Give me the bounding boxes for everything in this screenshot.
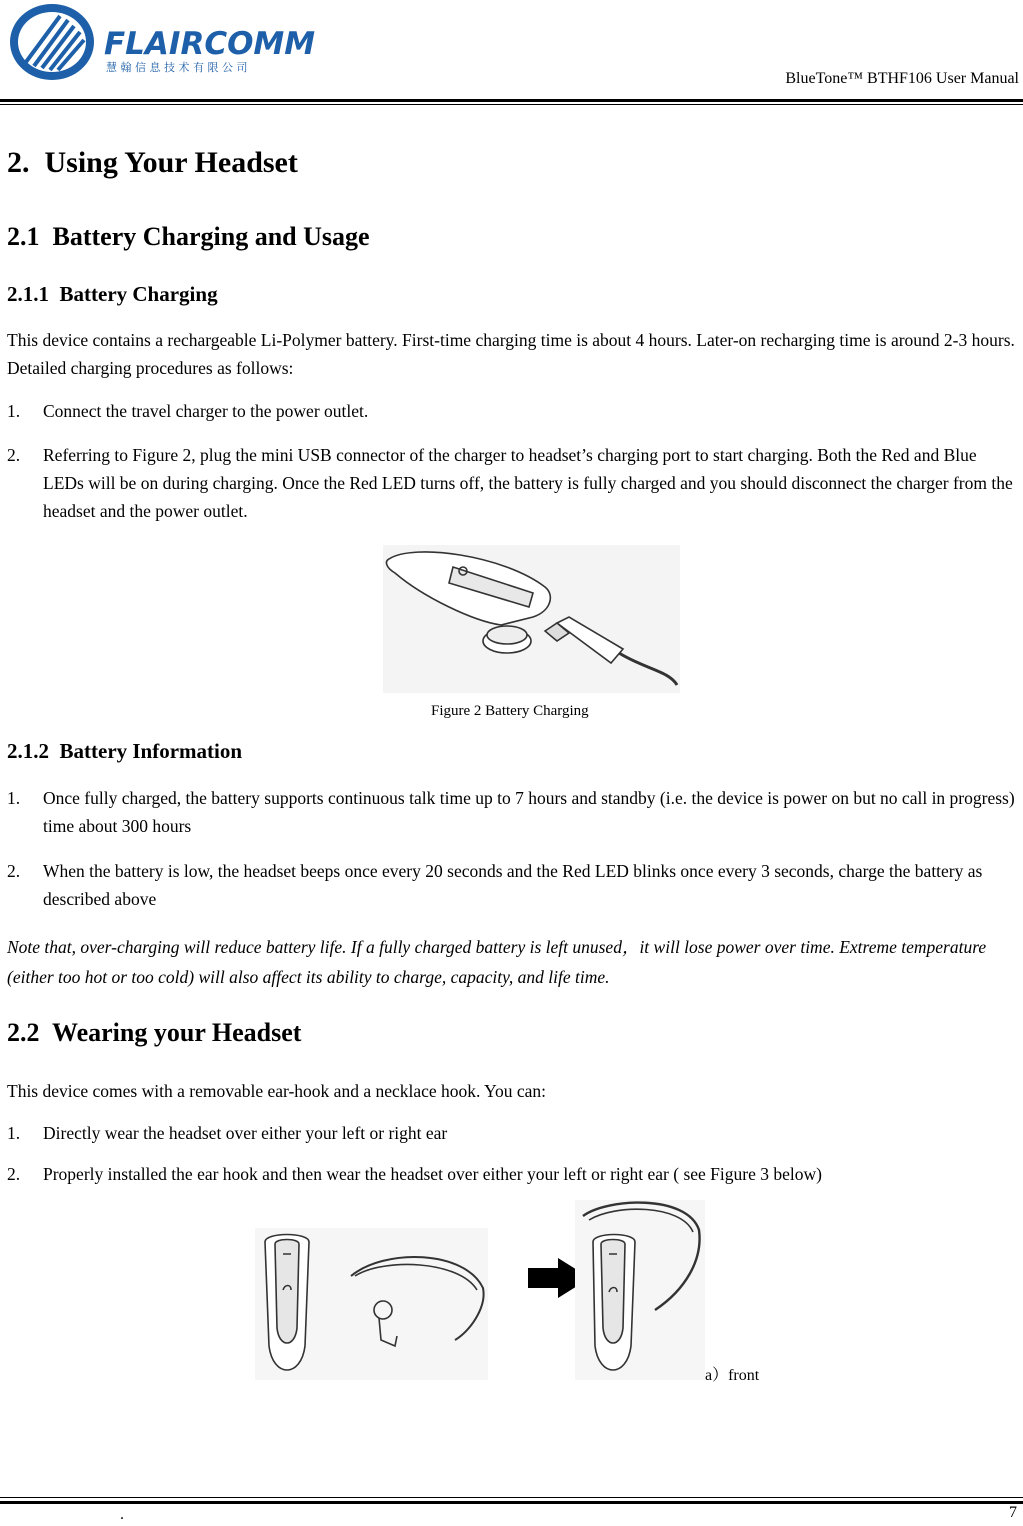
section-2-2-heading [7, 1018, 301, 1048]
figure-2-caption: Figure 2 Battery Charging [431, 703, 589, 719]
section-2-1-2-heading [7, 739, 242, 764]
list-item [7, 1119, 1019, 1147]
section-title: Battery Charging and Usage [52, 222, 370, 251]
list-text: Referring to Figure 2, plug the mini USB connector of the charger to headset’s charging port to start charging. Both the Red and Blue LEDs will be on during charging. Once the Red LED turns off, the battery is fully charged and you should disconnect the charger from the headset and the power outlet. [43, 445, 1013, 521]
section-title: Wearing your Headset [52, 1018, 302, 1047]
list-number: 2. [7, 861, 21, 881]
headset-and-earhook-figure [255, 1228, 488, 1380]
figure-3-label: a）front [705, 1367, 760, 1384]
section-2-1-1-heading [7, 282, 218, 307]
footer-rule [0, 1501, 1023, 1504]
list-number: 2. [7, 1164, 21, 1184]
document-title: BlueTone™ BTHF106 User Manual [785, 70, 1019, 87]
section-2-1-heading [7, 222, 370, 252]
list-item [7, 784, 1019, 840]
section-number: 2. [7, 146, 30, 179]
list-number: 1. [7, 788, 21, 808]
headset-with-earhook-figure [575, 1200, 705, 1380]
flaircomm-logo [6, 2, 316, 84]
list-text: Properly installed the ear hook and then wear the headset over either your left or right ear ( see Figure 3 below) [43, 1164, 822, 1184]
footer-rule-thin [0, 1497, 1023, 1498]
list-text: Connect the travel charger to the power outlet. [43, 401, 369, 421]
section-number: 2.2 [7, 1018, 40, 1047]
header-rule [0, 99, 1023, 102]
brand-subtitle: 慧 翰 信 息 技 术 有 限 公 司 [106, 61, 248, 74]
wearing-intro: This device comes with a removable ear-hook and a necklace hook. You can: [7, 1081, 547, 1101]
section-title: Using Your Headset [44, 146, 298, 179]
list-text: When the battery is low, the headset beeps once every 20 seconds and the Red LED blinks once every 3 seconds, charge the battery as described above [43, 861, 983, 909]
section-number: 2.1.1 [7, 282, 49, 306]
list-number: 1. [7, 401, 21, 421]
battery-charging-figure [383, 545, 680, 693]
charging-intro: This device contains a rechargeable Li-Polymer battery. First-time charging time is about 4 hours. Later-on recharging time is around 2-3 hours. Detailed charging procedures as follows: [7, 330, 1015, 378]
section-number: 2.1 [7, 222, 40, 251]
battery-note: Note that, over-charging will reduce battery life. If a fully charged battery is left unused，it will lose power over time. Extreme temperature (either too hot or too cold) will also affect its ability to charge, capacity, and life time. [7, 937, 987, 987]
header-rule-thin [0, 104, 1023, 105]
list-item [7, 857, 1019, 913]
section-title: Battery Information [59, 739, 243, 763]
section-2-heading [7, 146, 298, 180]
list-text: Once fully charged, the battery supports continuous talk time up to 7 hours and standby (i.e. the device is power on but no call in progress) time about 300 hours [43, 788, 1015, 836]
list-item [7, 441, 1019, 525]
list-item [7, 397, 1019, 425]
list-text: Directly wear the headset over either your left or right ear [43, 1123, 448, 1143]
list-item [7, 1160, 1019, 1188]
brand-name: FLAIRCOMM [104, 26, 316, 62]
list-number: 2. [7, 445, 21, 465]
section-title: Battery Charging [59, 282, 218, 306]
list-number: 1. [7, 1123, 21, 1143]
page-number: 7 [1009, 1504, 1017, 1521]
footer-dot: . [120, 1506, 124, 1523]
section-number: 2.1.2 [7, 739, 49, 763]
